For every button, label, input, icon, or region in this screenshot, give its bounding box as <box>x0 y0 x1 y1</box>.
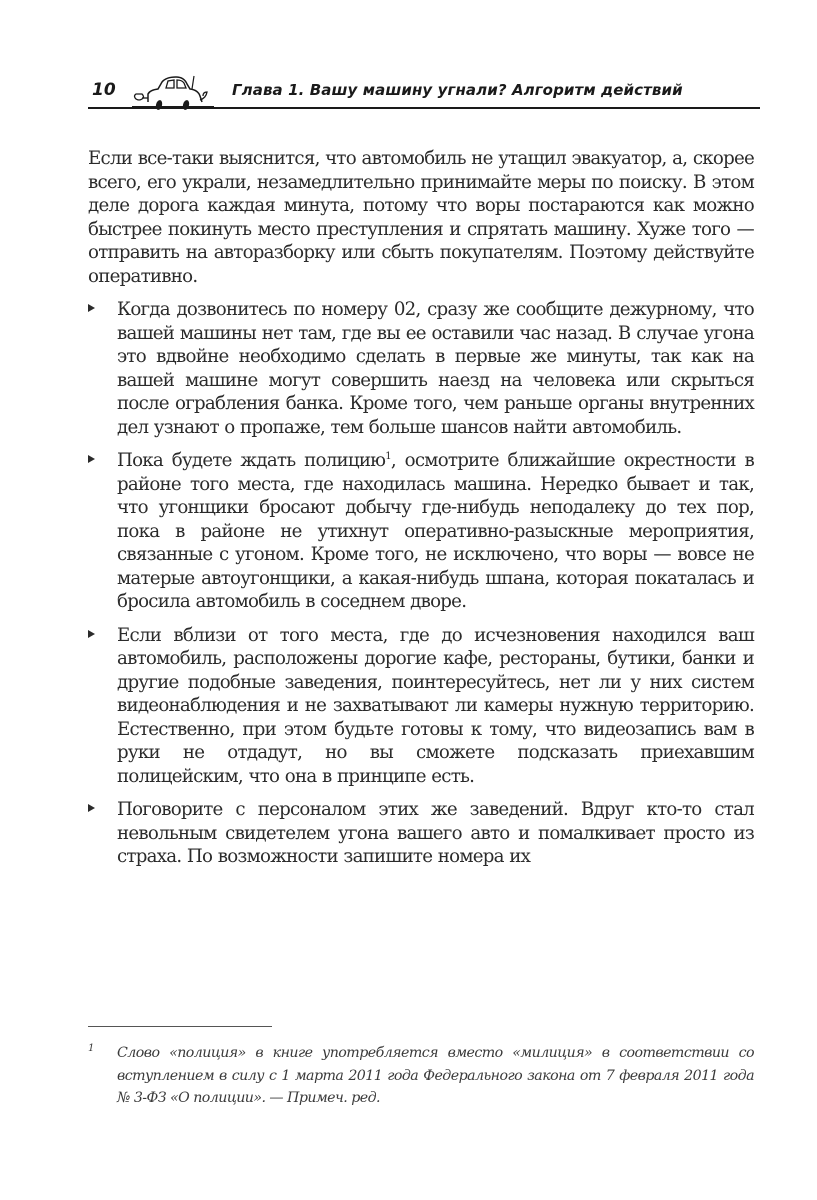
footnote-separator <box>88 1026 272 1027</box>
bullet-triangle-icon <box>88 455 95 463</box>
bullet-triangle-icon <box>88 630 95 638</box>
list-item-text-after-ref: , осмотрите ближайшие окрестности в районе того места, где находилась машина. Нередко бывает и так, что угонщики бросают добычу где-нибудь неподалеку до тех пор, пока в районе не утихнут оперативно-разыскные мероприятия, связанные с угоном. Кроме того, не исключено, что воры — вовсе не матерые автоугонщики, а какая-нибудь шпана, которая покаталась и бросила автомобиль в соседнем дворе. <box>117 450 754 612</box>
list-item-text: Если вблизи от того места, где до исчезновения находился ваш автомобиль, расположены дорогие кафе, рестораны, бутики, банки и другие подобные заведения, поинтересуйтесь, нет ли у них систем видеонаблюдения и не захватывают ли камеры нужную территорию. Естественно, при этом будьте готовы к тому, что видеозапись вам в руки не отдадут, но вы сможете подсказать приехавшим полицейским, что она в принципе есть. <box>117 624 754 787</box>
header-rule <box>88 107 760 109</box>
intro-paragraph: Если все-таки выяснится, что автомобиль не утащил эвакуатор, а, скорее всего, его украли, незамедлительно принимайте меры по поиску. В этом деле дорога каждая минута, потому что воры постараются как можно быстрее покинуть место преступления и спрятать машину. Хуже того — отправить на авторазборку или сбыть покупателям. Поэтому действуйте оперативно. <box>88 148 754 287</box>
list-item <box>88 449 754 614</box>
list-item-text: Когда дозвонитесь по номеру 02, сразу же сообщите дежурному, что вашей машины нет там, где вы ее оставили час назад. В случае угона это вдвойне необходимо сделать в первые же минуты, так как на вашей машине могут совершить наезд на человека или скрыться после ограбления банка. Кроме того, чем раньше органы внутренних дел узнают о пропаже, тем больше шансов найти автомобиль. <box>117 299 754 438</box>
running-header <box>88 76 760 110</box>
list-item-text-before-ref: Пока будете ждать полицию <box>117 450 386 471</box>
list-item <box>88 624 754 789</box>
footnote <box>88 1042 754 1110</box>
page-number: 10 <box>92 80 116 100</box>
footnote-text: Слово «полиция» в книге употребляется вместо «милиция» в соответствии со вступлением в силу с 1 марта 2011 года Федерального закона от 7 февраля 2011 года № 3-ФЗ «О полиции». — Примеч. ред. <box>117 1045 754 1106</box>
list-item <box>88 298 754 439</box>
main-text <box>88 147 754 879</box>
bullet-triangle-icon <box>88 804 95 812</box>
footnote-mark: 1 <box>88 1043 94 1054</box>
list-item <box>88 798 754 869</box>
bullet-triangle-icon <box>88 304 95 312</box>
bullet-list <box>88 298 754 869</box>
footnote-reference[interactable]: 1 <box>385 450 391 462</box>
chapter-title: Глава 1. Вашу машину угнали? Алгоритм действий <box>232 81 683 99</box>
list-item-text: Поговорите с персоналом этих же заведений. Вдруг кто-то стал невольным свидетелем угона вашего авто и помалкивает просто из страха. По возможности запишите номера их <box>117 799 754 867</box>
